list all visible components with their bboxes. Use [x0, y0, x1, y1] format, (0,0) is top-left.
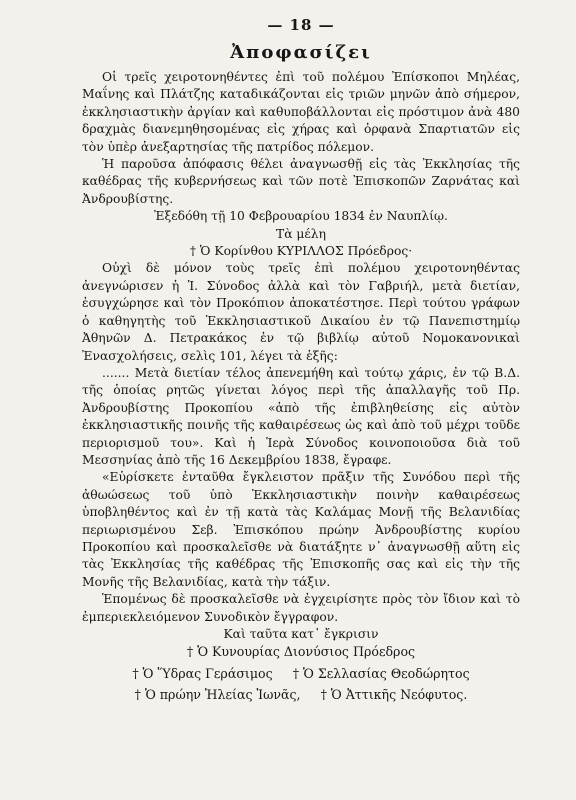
members-label: Τὰ μέλη	[276, 226, 326, 241]
signature-line-2	[82, 665, 520, 682]
paragraph-synod-letter: «Εὑρίσκετε ἐνταῦθα ἔγκλειστον πρᾶξιν τῆς Συνόδου περὶ τῆς ἀθωώσεως τοῦ ὑπὸ Ἐκκλησιαστικὴν ποινὴν καθαιρέσεως ὑποβληθέντος καὶ ἐν τῇ κατὰ τὰς Καλάμας Μονῇ τῆς Βελανιδίας περιωρισμένου Σεβ. Ἐπισκόπου πρώην Ἀνδρουβίστης κυρίου Προκοπίου καὶ προσκαλεῖσθε νὰ διατάξητε ν᾽ ἀναγνωσθῇ αὕτη εἰς τὰς Ἐκκλησίας τῆς καθέδρας τῆς Ἐπισκοπῆς σας καὶ εἰς τὴν τῆς Μονῆς τῆς Βελανιδίας, κατὰ τὴν τάξιν.	[82, 470, 520, 589]
first-signature: † Ὁ Κορίνθου ΚΥΡΙΛΛΟΣ Πρόεδρος·	[189, 244, 413, 259]
document-body	[82, 69, 520, 704]
section-heading: Ἀποφασίζει	[230, 42, 372, 63]
signature-line-3	[82, 686, 520, 703]
issued-line: Ἐξεδόθη τῇ 10 Φεβρουαρίου 1834 ἐν Ναυπλίῳ.	[154, 209, 448, 224]
paragraph-instruction: Ἑπομένως δὲ προσκαλεῖσθε νὰ ἐγχειρίσητε πρὸς τὸν ἴδιον καὶ τὸ ἐμπεριεκλειόμενον Συνοδικὸν ἔγγραφον.	[82, 592, 520, 624]
signature-line-1: † Ὁ Κυνουρίας Διονύσιος Πρόεδρος	[186, 644, 416, 660]
paragraph-quote-intro: ....... Μετὰ διετίαν τέλος ἀπενεμήθη καὶ τούτῳ χάρις, ἐν τῷ Β.Δ. τῆς ὁποίας ρητῶς γίνεται λόγος περὶ τῆς ἀπαλλαγῆς τοῦ Πρ. Ἀνδρουβίστης Προκοπίου «ἀπὸ τῆς ἐπιβληθείσης εἰς αὐτὸν ἐκκλησιαστικῆς ποινῆς τῆς καθαιρέσεως ὡς καὶ ἀπὸ τοῦ μέχρι τοῦδε περιορισμοῦ του». Καὶ ἡ Ἱερὰ Σύνοδος κοινοποιοῦσα διὰ τοῦ Μεσσηνίας ἀπὸ τῆς 16 Δεκεμβρίου 1838, ἔγραφε.	[82, 365, 520, 467]
signature-sellasia: † Ὁ Σελλασίας Θεοδώρητος	[292, 665, 470, 681]
paragraph-decision: Οἱ τρεῖς χειροτονηθέντες ἐπὶ τοῦ πολέμου Ἐπίσκοποι Μηλέας, Μαΐνης καὶ Πλάτζης καταδικάζονται εἰς τριῶν μηνῶν ἀπὸ σήμερον, ἐκκλησιαστικὴν ἀργίαν καὶ καθυποβάλλονται εἰς πρόστιμον ἀνὰ 480 δραχμὰς διανεμηθησομένας εἰς χήρας καὶ ὀρφανὰ Σπαρτιατῶν εἰς τὸν ὑπὲρ ἀνεξαρτησίας τῆς πατρίδος πόλεμον.	[82, 70, 520, 154]
page-number: — 18 —	[267, 16, 335, 34]
paragraph-reading: Ἡ παροῦσα ἀπόφασις θέλει ἀναγνωσθῇ εἰς τὰς Ἐκκλησίας τῆς καθέδρας τῆς κυβερνήσεως καὶ τῶν ποτὲ Ἐπισκοπῶν Ζαρνάτας καὶ Ἀνδρουβίστης.	[82, 157, 520, 206]
closing-line: Καὶ ταῦτα κατ᾽ ἔγκρισιν	[223, 627, 379, 641]
signature-attiki: † Ὁ Ἀττικῆς Νεόφυτος.	[320, 687, 468, 703]
paragraph-recognition: Οὐχὶ δὲ μόνον τοὺς τρεῖς ἐπὶ πολέμου χειροτονηθέντας ἀνεγνώρισεν ἡ Ἱ. Σύνοδος ἀλλὰ καὶ τὸν Γαβριήλ, μετὰ διετίαν, ἐσυγχώρησε καὶ τὸν Προκόπιον ἀποκατέστησε. Περὶ τούτου γράφων ὁ καθηγητὴς τοῦ Ἐκκλησιαστικοῦ Δικαίου ἐν τῷ Πανεπιστημίῳ Ἀθηνῶν Δ. Πετρακάκος ἐν τῷ βιβλίῳ αὐτοῦ Νομοκανονικαὶ Ἐνασχολήσεις, σελὶς 101, λέγει τὰ ἑξῆς:	[82, 261, 520, 363]
signature-ileia: † Ὁ πρώην Ἠλείας Ἰωνᾶς,	[134, 687, 301, 703]
signature-hydra: † Ὁ Ὕδρας Γεράσιμος	[132, 665, 273, 681]
